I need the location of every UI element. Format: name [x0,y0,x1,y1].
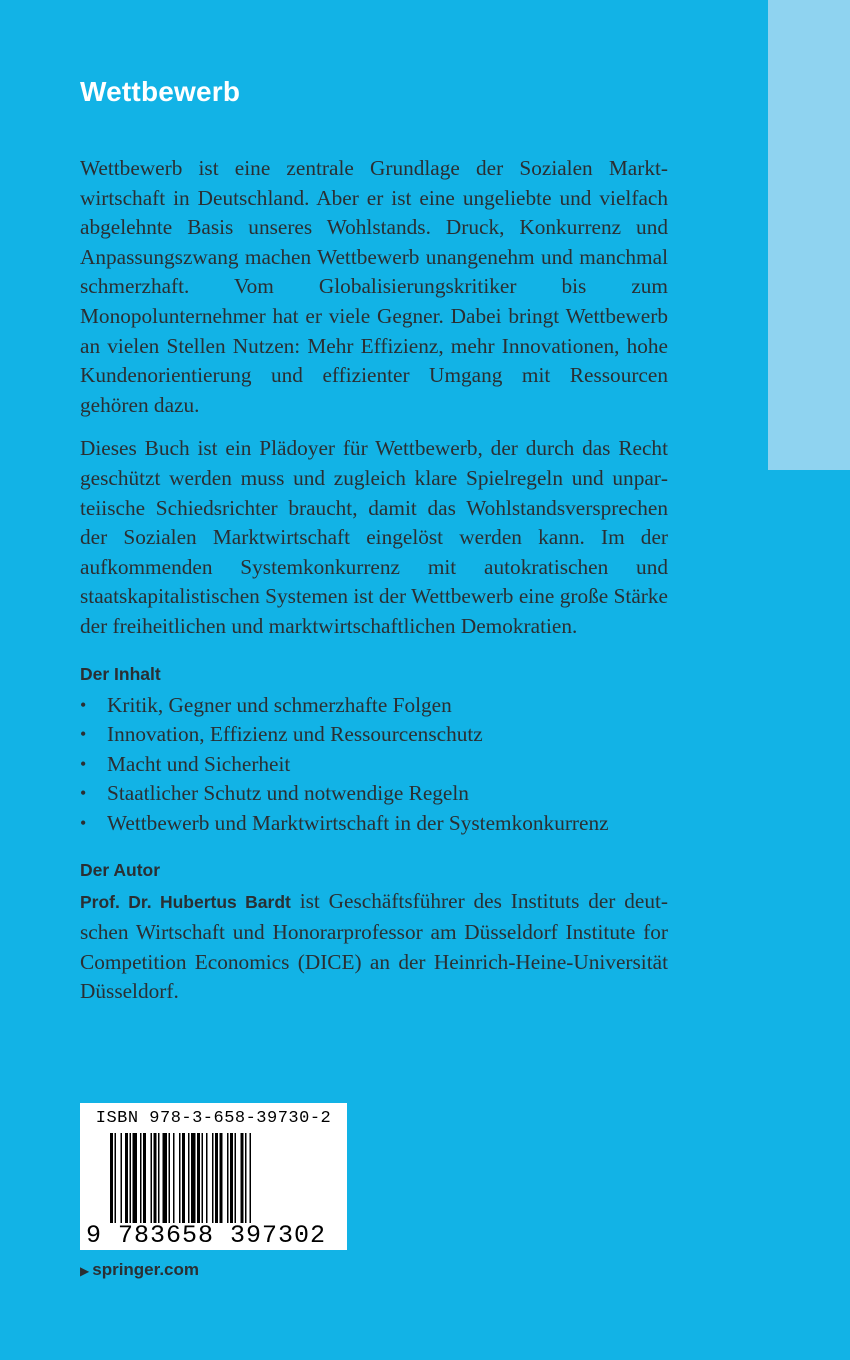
barcode-bar [151,1133,153,1223]
list-item: • Innovation, Effizienz und Ressourcenschutz [80,720,668,750]
author-name: Prof. Dr. Hubertus Bardt [80,892,291,913]
barcode-bar [163,1133,168,1223]
barcode-bar [143,1133,146,1223]
barcode-bar [133,1133,138,1223]
publisher-link-text: springer.com [92,1260,199,1279]
barcode-bar [179,1133,181,1223]
back-cover-text [80,76,668,1021]
barcode-bar [121,1133,123,1223]
list-item: • Macht und Sicherheit [80,750,668,780]
barcode-digits: 9 783658 397302 [86,1221,327,1250]
barcode-bars [110,1133,320,1229]
isbn-label: ISBN 978-3-658-39730-2 [95,1109,332,1128]
barcode-bar [154,1133,157,1223]
list-item: • Wettbewerb und Marktwirtschaft in der Systemkonkurrenz [80,809,668,839]
barcode-bar [215,1133,218,1223]
barcode-bar [212,1133,214,1223]
spine-color-band [768,0,850,470]
barcode-bar [220,1133,223,1223]
book-title: Wettbewerb [80,76,241,107]
isbn-barcode [80,1103,347,1250]
author-bio-text: ist Geschäftsführer des Instituts der deutschen Wirtschaft und Honorarprofessor am Düsseldorf Institute for Competition Economics (DICE) an der Heinrich-Heine-Universität Düsseldorf. [80,889,668,1004]
barcode-bar [140,1133,142,1223]
barcode-bar [191,1133,196,1223]
barcode-bar [115,1133,117,1223]
contents-heading: Der Inhalt [80,663,161,684]
barcode-bar [125,1133,128,1223]
publisher-link[interactable] [80,1260,199,1280]
contents-list [80,691,668,839]
barcode-bar [130,1133,132,1223]
list-item: • Kritik, Gegner und schmerzhafte Folgen [80,691,668,721]
arrow-right-icon: ▶ [80,1264,90,1278]
barcode-bar [227,1133,229,1223]
barcode-bar [182,1133,185,1223]
barcode-bar [197,1133,200,1223]
barcode-bar [202,1133,204,1223]
description-paragraph-1: Wettbewerb ist eine zentrale Grundlage der Sozialen Marktwirtschaft in Deutschland. Aber er ist eine ungeliebte und vielfach abgelehnte Basis unseres Wohlstands. Druck, Konkurrenz und Anpassungszwang machen Wettbewerb unangenehm und manchmal schmerzhaft. Vom Globalisierungskritiker bis zum Monopolunternehmer hat er viele Gegner. Dabei bringt Wettbewerb an vielen Stellen Nutzen: Mehr Effizienz, mehr Innovationen, hohe Kundenorientierung und effizienter Umgang mit Ressourcen gehören dazu. [80,156,668,417]
description-paragraph-2: Dieses Buch ist ein Plädoyer für Wettbewerb, der durch das Recht geschützt werden muss und zugleich klare Spielregeln und unparteiische Schiedsrichter braucht, damit das Wohlstandsversprechen der Sozialen Marktwirtschaft eingelöst werden kann. Im der aufkommenden Systemkonkurrenz mit autokratischen und staatskapitalistischen Systemen ist der Wettbewerb eine große Stärke der freiheitlichen und marktwirtschaftlichen Demokratien. [80,436,668,638]
barcode-bar [158,1133,160,1223]
barcode-bar [235,1133,237,1223]
barcode-bar [110,1133,113,1223]
barcode-bar [169,1133,171,1223]
barcode-bar [230,1133,233,1223]
barcode-bar [173,1133,175,1223]
barcode-bar [188,1133,190,1223]
barcode-bar [206,1133,208,1223]
author-bio [80,887,668,1006]
list-item: • Staatlicher Schutz und notwendige Regeln [80,779,668,809]
barcode-bar [245,1133,247,1223]
barcode-bar [250,1133,252,1223]
barcode-bar [241,1133,244,1223]
author-heading: Der Autor [80,860,161,881]
